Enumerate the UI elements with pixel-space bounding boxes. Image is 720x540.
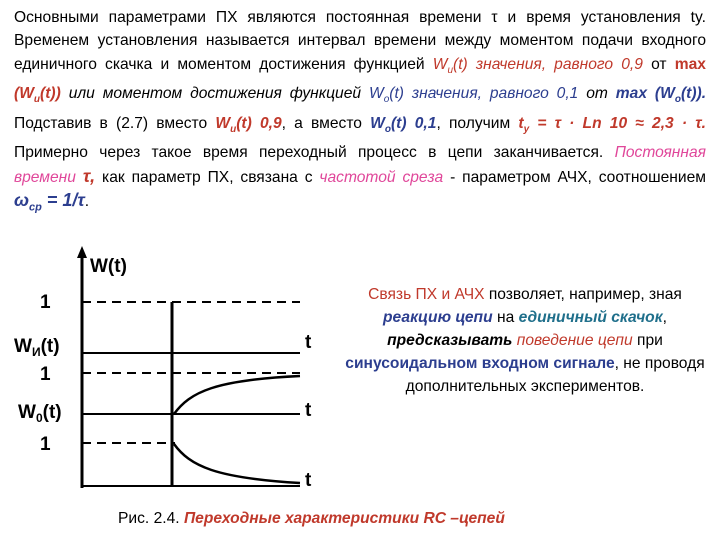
wu-label: $W_И(t)$ xyxy=(14,336,60,359)
wu-09: $W_u(t)$ 0,9 xyxy=(215,114,282,135)
text-segment: на xyxy=(496,309,515,326)
text-segment: Подставив в (2.7) вместо xyxy=(14,114,208,132)
text-segment: от xyxy=(651,55,667,73)
t-label: t xyxy=(305,332,312,353)
figure-caption xyxy=(118,508,638,530)
text-segment: значения, равного 0,9 xyxy=(475,55,643,73)
text-segment: , xyxy=(662,309,667,326)
wo-function: $W_o(t)$ xyxy=(368,85,404,106)
text-segment: , а вместо xyxy=(281,114,362,132)
text-segment: или xyxy=(68,85,95,103)
text-segment: и время установления ty. Временем установления называется интервал времени между моментом подачи входного единичного скачка и моментом достижения функцией xyxy=(14,9,706,73)
one-label: 1 xyxy=(40,292,51,313)
text-segment: - параметром АЧХ, соотношением xyxy=(450,168,707,186)
text-segment: Примерно через такое время переходный процесс в цепи заканчивается. xyxy=(14,144,604,162)
ty-formula: $t_y = \tau \cdot Ln$ 10 ≈ 2,3 · τ. xyxy=(518,114,706,135)
text-segment: Постоянная времени xyxy=(14,144,706,186)
text-segment: моментом достижения функцией xyxy=(102,85,362,103)
text-segment: поведение цепи xyxy=(516,332,633,349)
text-segment: Основными параметрами ПХ являются постоянная времени xyxy=(14,9,482,26)
one-label: 1 xyxy=(40,434,51,455)
text-segment: позволяет, например, зная xyxy=(488,286,682,303)
omega-formula: $\omega_{ср} = 1/\tau$ xyxy=(14,190,85,214)
t-label: t xyxy=(305,470,312,491)
text-segment: значения, равного 0,1 xyxy=(411,85,579,103)
tau-symbol: τ xyxy=(491,9,498,26)
caption-title: Переходные характеристики RC –цепей xyxy=(183,510,505,527)
one-label: 1 xyxy=(40,364,51,385)
wo-01: $W_o(t)$ 0,1 xyxy=(370,114,437,135)
w-label: W(t) xyxy=(90,256,127,277)
max-wo: $\max (W_o(t))$. xyxy=(615,85,707,106)
text-segment: при xyxy=(637,332,663,349)
wu-function: $W_u(t)$ xyxy=(432,55,468,76)
text-segment: синусоидальном входном сигнале xyxy=(345,355,615,372)
text-segment: предсказывать xyxy=(387,332,513,349)
text-segment: частотой среза xyxy=(319,168,444,186)
text-segment: реакцию цепи xyxy=(383,309,493,326)
note-paragraph xyxy=(340,283,710,398)
text-segment: от xyxy=(586,85,608,103)
text-segment: , получим xyxy=(436,114,511,132)
text-segment: . xyxy=(84,193,90,211)
wu-curve xyxy=(174,376,300,414)
tau-symbol: τ, xyxy=(82,165,96,186)
caption-prefix: Рис. 2.4. xyxy=(118,510,180,527)
text-segment: единичный скачок xyxy=(518,309,663,326)
wo-curve xyxy=(174,444,300,483)
text-segment: как параметр ПХ, связана с xyxy=(102,168,313,186)
t-label: t xyxy=(305,400,312,421)
max-wu: $\max (W_u(t))$ xyxy=(14,55,706,106)
y-axis-arrow xyxy=(77,246,87,258)
text-segment: , не проводя дополнительных экспериментов. xyxy=(405,355,705,395)
wo-label: $W_0(t)$ xyxy=(18,402,62,425)
text-segment: Связь ПХ и АЧХ xyxy=(368,286,485,303)
